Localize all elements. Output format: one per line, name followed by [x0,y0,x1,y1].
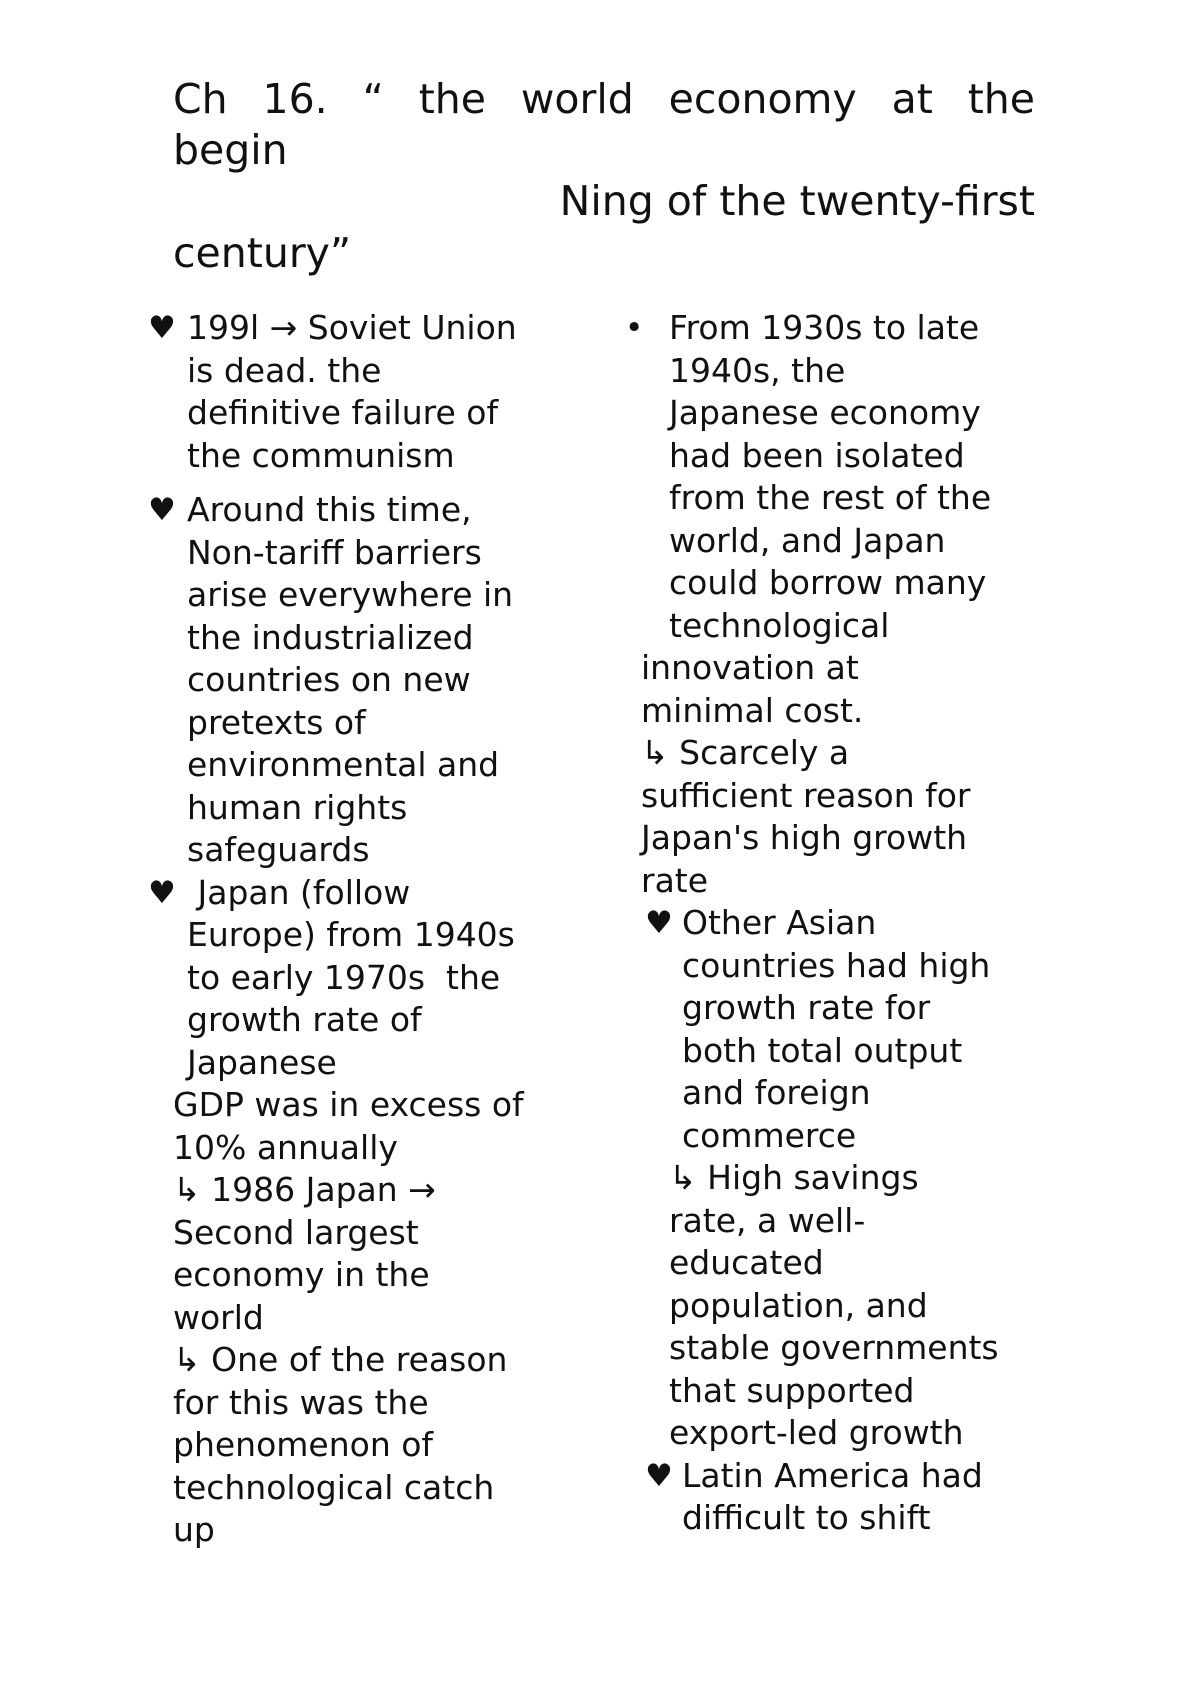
list-item-line: Latin America had [682,1455,983,1495]
list-item-line: world, and Japan [669,520,946,560]
list-item-line: arise everywhere in [187,575,514,614]
dot-bullet-icon: • [625,310,644,346]
list-item [625,902,1045,1157]
continuation-block [173,1084,588,1552]
list-item-line: growth rate for [682,988,931,1027]
list-item-line: could borrow many [669,563,987,602]
heart-bullet-icon: ♥ [148,310,176,346]
list-item-line: 199l → Soviet Union [187,308,517,347]
list-item [625,307,1045,647]
list-item-line: pretexts of [187,702,366,742]
list-item-line: Japanese economy [669,393,981,432]
left-column [148,307,588,1552]
continuation-line: minimal cost. [641,690,864,730]
list-item-line: Europe) from 1940s [187,915,515,954]
continuation-line: stable governments [669,1328,999,1367]
list-item-line: to early 1970s the [187,957,501,997]
title-line-3: Ning of the twenty-first [559,177,1035,225]
list-item [625,1455,1045,1540]
list-item [148,307,588,477]
right-column [625,307,1045,1540]
list-item [148,872,588,1085]
list-item-line: from the rest of the [669,478,992,517]
continuation-line: Japan's high growth [641,818,968,857]
continuation-line: phenomenon of [173,1425,434,1464]
title-line-4: century” [173,229,352,277]
heart-bullet-icon: ♥ [148,492,176,528]
continuation-line: innovation at [641,648,859,687]
list-item-line: Around this time, [187,490,472,529]
continuation-block [641,647,1045,902]
list-item-line: Japan (follow [187,872,411,912]
continuation-line: GDP was in excess of [173,1085,524,1124]
list-item-line: Non-tariff barriers [187,532,482,572]
list-item-line: human rights [187,787,408,827]
continuation-line: technological catch [173,1467,495,1507]
title-line-2: begin [173,126,288,174]
list-item-line: safeguards [187,830,370,869]
continuation-line: for this was the [173,1382,429,1422]
list-item-line: countries on new [187,660,471,699]
heart-bullet-icon: ♥ [148,874,176,911]
continuation-line: ↳ One of the reason [173,1340,508,1379]
list-item-line: and foreign [682,1073,871,1112]
continuation-line: population, and [669,1285,928,1325]
continuation-line: 10% annually [173,1127,398,1167]
list-item-line: From 1930s to late [669,308,980,347]
continuation-line: rate, a well- [669,1200,866,1240]
heart-bullet-icon: ♥ [645,1457,673,1494]
continuation-line: up [173,1510,215,1549]
title-line-1: Ch 16. “ the world economy at the [173,75,1035,123]
continuation-line: that supported [669,1370,915,1410]
continuation-line: export-led growth [669,1413,964,1452]
continuation-line: Second largest [173,1212,419,1252]
list-item-line: environmental and [187,745,500,784]
list-item-line: the communism [187,435,455,475]
list-item-line: definitive failure of [187,393,499,432]
list-item-line: is dead. the [187,350,382,390]
list-item-line: growth rate of [187,1000,422,1039]
continuation-line: rate [641,860,709,900]
list-item-line: commerce [682,1115,857,1155]
list-item-line: Other Asian [682,903,877,942]
continuation-line: ↳ High savings [669,1158,919,1197]
list-item-line: technological [669,605,890,645]
continuation-line: economy in the [173,1255,430,1294]
continuation-line: ↳ 1986 Japan → [173,1170,436,1209]
list-item-line: Japanese [187,1042,337,1082]
list-item-line: both total output [682,1030,963,1070]
list-item-line: countries had high [682,945,991,985]
continuation-line: world [173,1297,264,1337]
continuation-block [625,1157,1045,1455]
list-item-line: had been isolated [669,435,965,475]
continuation-line: educated [669,1243,824,1282]
list-item-line: 1940s, the [669,350,846,390]
list-item-line: difficult to shift [682,1498,931,1537]
list-item-line: the industrialized [187,617,474,657]
continuation-line: sufficient reason for [641,775,971,815]
heart-bullet-icon: ♥ [645,905,673,941]
continuation-line: ↳ Scarcely a [641,733,850,772]
list-item [148,489,588,872]
